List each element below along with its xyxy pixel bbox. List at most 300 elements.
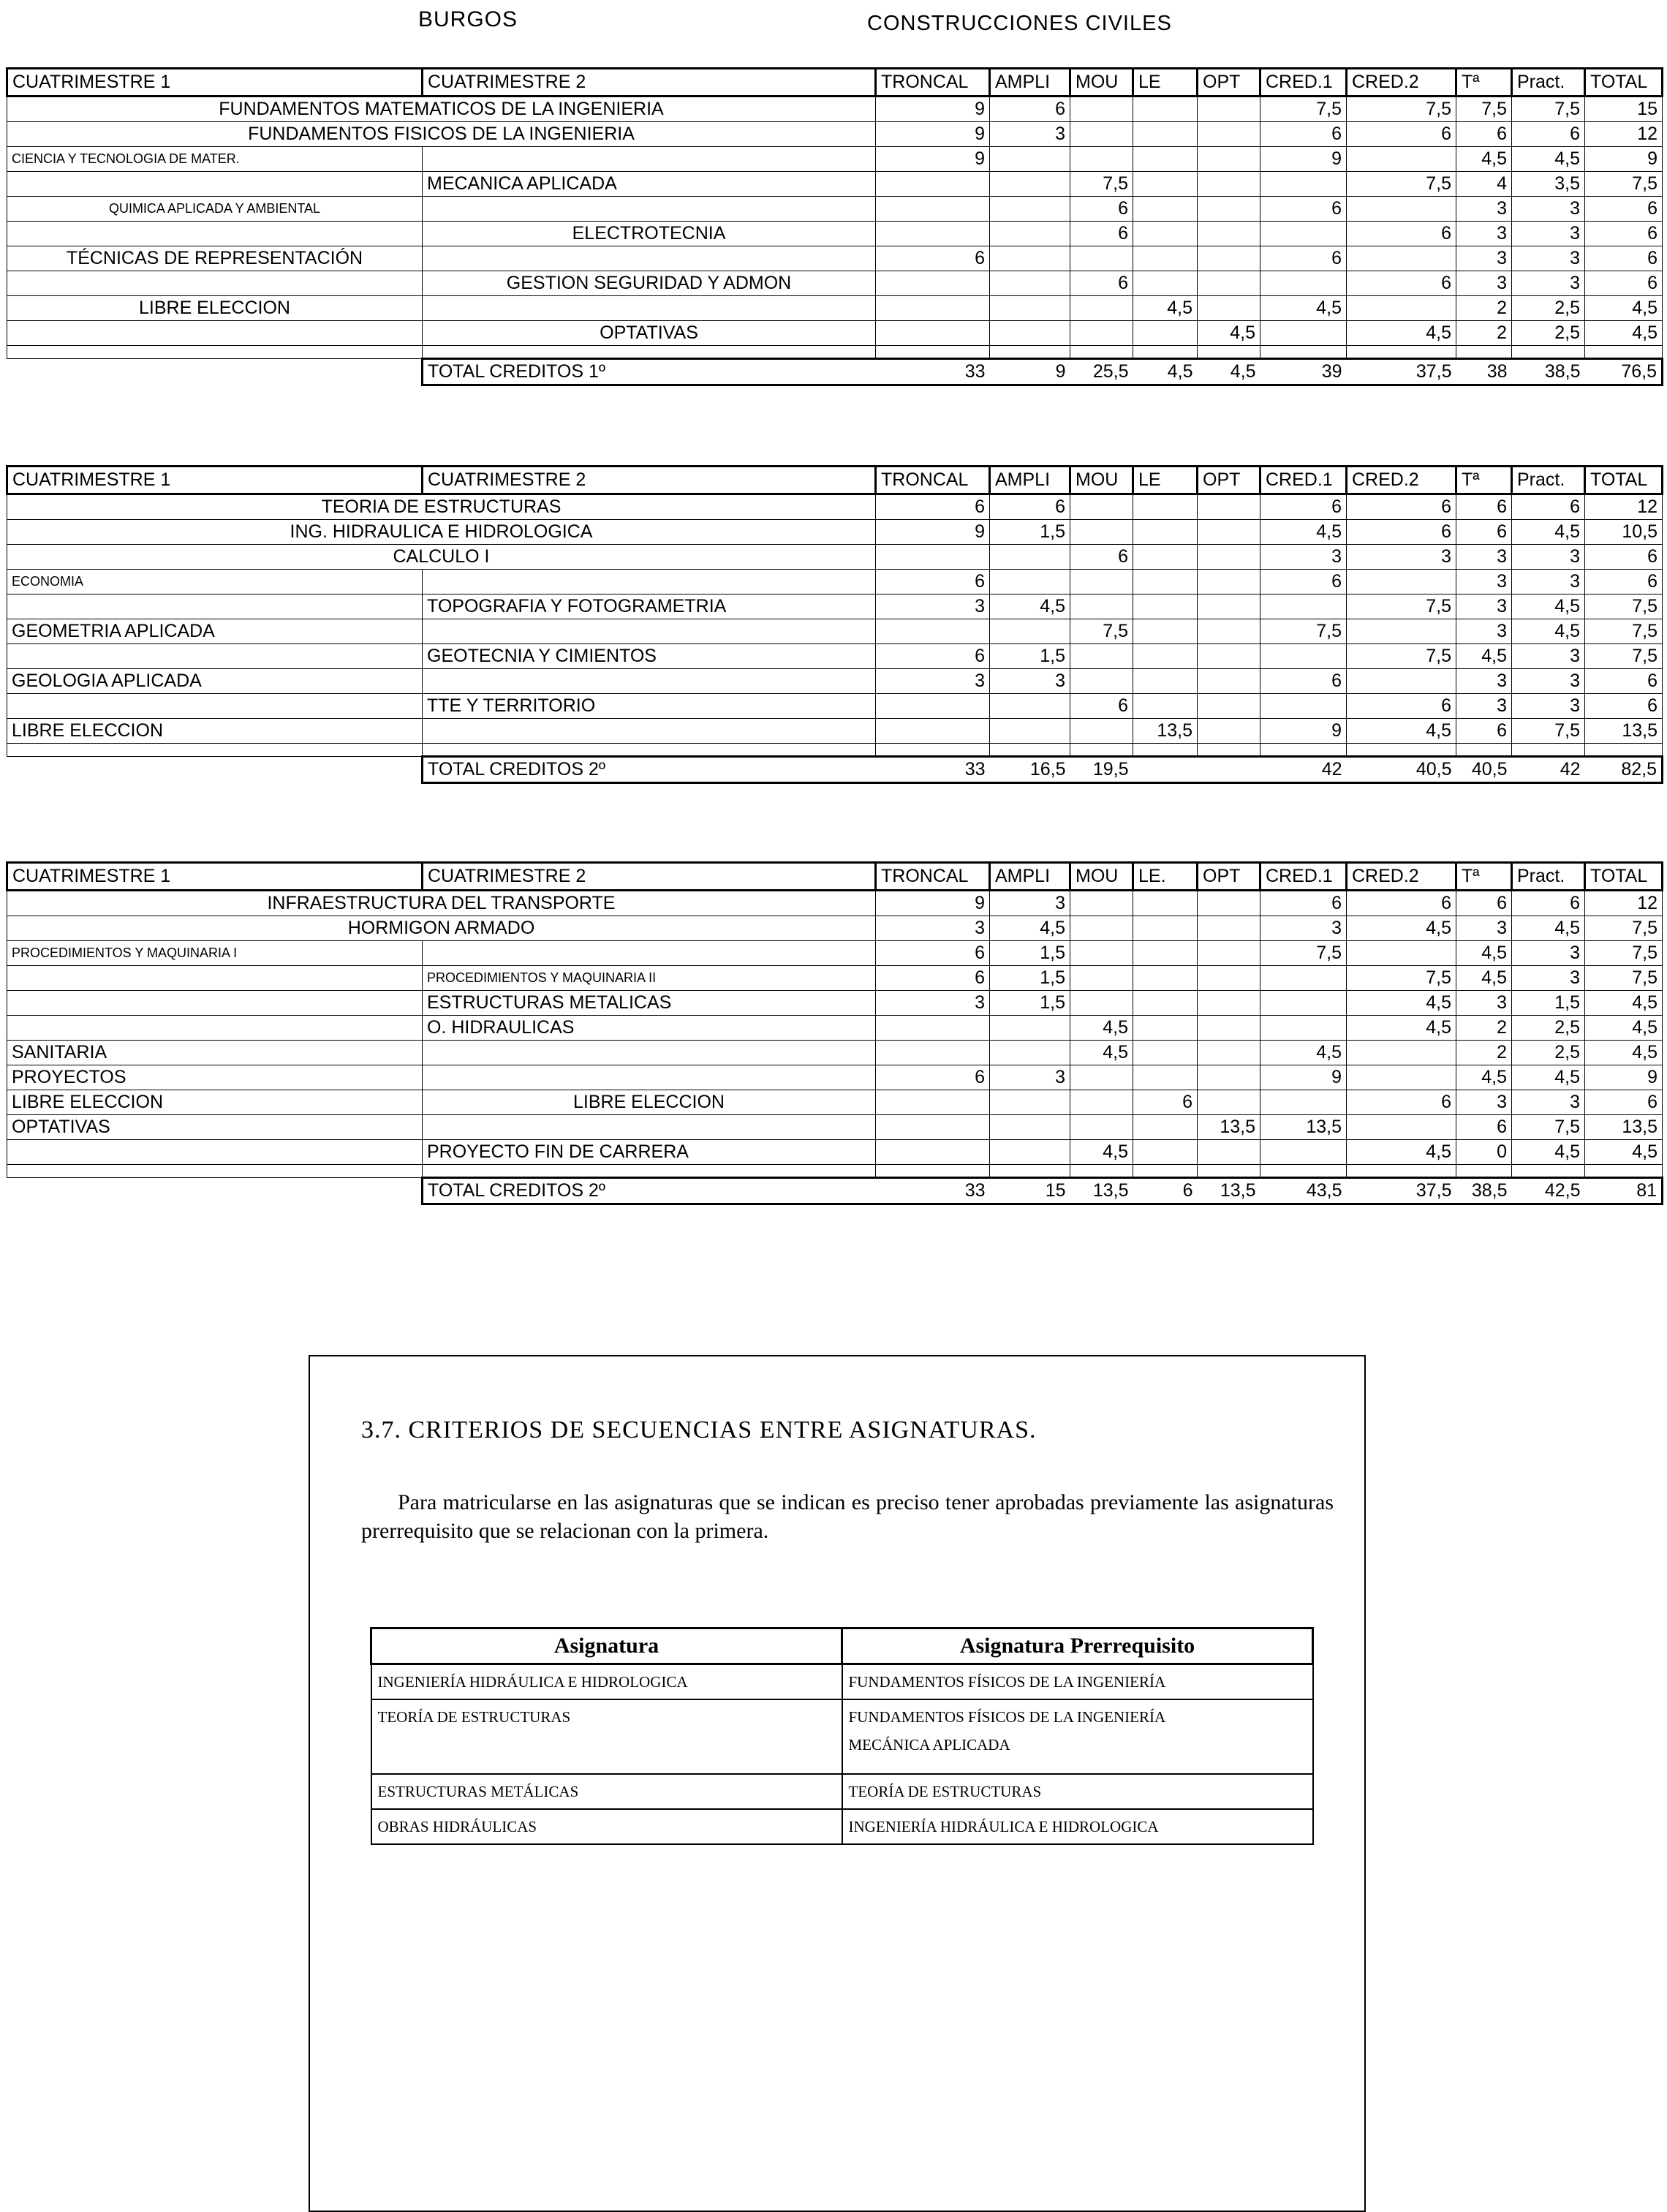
credit-cell: 7,5	[1585, 594, 1663, 619]
term-2-subject	[423, 941, 876, 966]
credit-cell	[1133, 694, 1198, 719]
credit-cell: 3	[876, 991, 990, 1016]
total-value	[1198, 757, 1260, 783]
column-header: Tª	[1456, 69, 1512, 97]
column-header: CUATRIMESTRE 1	[7, 467, 423, 494]
credit-cell	[876, 1016, 990, 1041]
credit-cell: 3	[1512, 966, 1585, 991]
credit-cell: 1,5	[990, 644, 1070, 669]
credit-cell: 2,5	[1512, 1041, 1585, 1065]
credit-cell: 6	[1585, 271, 1663, 296]
credit-cell	[1070, 991, 1133, 1016]
term-2-subject: GESTION SEGURIDAD Y ADMON	[423, 271, 876, 296]
credit-cell: 6	[1070, 222, 1133, 246]
credit-cell: 7,5	[1070, 172, 1133, 197]
subject-row	[7, 494, 1663, 520]
credit-cell	[990, 296, 1070, 321]
credit-cell: 6	[1347, 1090, 1456, 1115]
credit-cell	[1133, 991, 1198, 1016]
credit-cell	[990, 570, 1070, 594]
credit-cell	[1260, 644, 1347, 669]
credit-cell: 6	[1585, 1090, 1663, 1115]
credit-cell: 4,5	[1456, 147, 1512, 172]
term-2-subject: O. HIDRAULICAS	[423, 1016, 876, 1041]
credit-cell: 2	[1456, 1041, 1512, 1065]
total-value: 42	[1512, 757, 1585, 783]
total-value: 33	[876, 359, 990, 385]
credit-cell	[876, 1140, 990, 1165]
credit-cell: 4,5	[1347, 916, 1456, 941]
subject-row	[7, 644, 1663, 669]
blank-cell	[990, 1165, 1070, 1178]
credit-cell	[1070, 966, 1133, 991]
credit-cell: 6	[1347, 122, 1456, 147]
term-2-subject	[423, 1115, 876, 1140]
subject-row	[7, 122, 1663, 147]
credit-cell	[876, 271, 990, 296]
term-1-subject: LIBRE ELECCION	[7, 719, 423, 744]
credit-cell: 6	[1070, 197, 1133, 222]
credit-cell	[1347, 941, 1456, 966]
column-header: CRED.1	[1260, 467, 1347, 494]
credit-cell: 4,5	[1260, 1041, 1347, 1065]
credit-cell	[1347, 619, 1456, 644]
credit-cell	[876, 222, 990, 246]
credit-cell: 7,5	[1585, 916, 1663, 941]
credit-cell: 6	[1585, 246, 1663, 271]
subject-row	[7, 719, 1663, 744]
credit-cell: 6	[876, 966, 990, 991]
subject-row	[7, 296, 1663, 321]
credit-cell: 12	[1585, 122, 1663, 147]
term-1-subject: TÉCNICAS DE REPRESENTACIÓN	[7, 246, 423, 271]
credit-cell: 4,5	[1347, 991, 1456, 1016]
credit-cell	[1133, 1041, 1198, 1065]
column-header: TRONCAL	[876, 863, 990, 891]
credit-cell	[1198, 1090, 1260, 1115]
total-value: 19,5	[1070, 757, 1133, 783]
credit-cell: 4	[1456, 172, 1512, 197]
credit-cell	[1198, 719, 1260, 744]
column-header: TOTAL	[1585, 467, 1663, 494]
blank-cell	[1585, 744, 1663, 757]
credit-cell	[1260, 594, 1347, 619]
subject-row	[7, 97, 1663, 122]
credit-cell	[990, 246, 1070, 271]
credit-cell: 7,5	[1512, 97, 1585, 122]
blank-cell	[1260, 346, 1347, 359]
credit-cell: 13,5	[1198, 1115, 1260, 1140]
header-row	[7, 863, 1663, 891]
credit-cell	[1133, 122, 1198, 147]
term-1-subject: CIENCIA Y TECNOLOGIA DE MATER.	[7, 147, 423, 172]
credit-cell	[1198, 594, 1260, 619]
credit-cell: 3	[1260, 916, 1347, 941]
total-value: 16,5	[990, 757, 1070, 783]
credit-cell: 6	[1260, 669, 1347, 694]
credit-cell	[876, 1090, 990, 1115]
credit-cell: 4,5	[1347, 1140, 1456, 1165]
credit-cell: 4,5	[990, 916, 1070, 941]
section-title: 3.7. CRITERIOS DE SECUENCIAS ENTRE ASIGNATURAS.	[361, 1416, 1037, 1443]
prerequisite-subject: MECÁNICA APLICADA	[848, 1736, 1010, 1754]
credit-cell	[990, 147, 1070, 172]
subject-row	[7, 172, 1663, 197]
section-body: Para matricularse en las asignaturas que se indican es preciso tener aprobadas previamente las asignaturas prerrequisito que se relacionan con la primera.	[361, 1490, 1334, 1543]
total-value: 81	[1585, 1178, 1663, 1204]
credit-cell	[1347, 246, 1456, 271]
credit-cell: 4,5	[1070, 1140, 1133, 1165]
credit-cell	[1070, 570, 1133, 594]
subject-row	[7, 991, 1663, 1016]
column-header: MOU	[1070, 863, 1133, 891]
credit-cell: 3	[1260, 545, 1347, 570]
credit-cell: 6	[1347, 694, 1456, 719]
header-row	[7, 467, 1663, 494]
credit-cell	[1198, 669, 1260, 694]
credit-cell: 6	[1456, 520, 1512, 545]
total-value: 4,5	[1198, 359, 1260, 385]
credit-cell: 7,5	[1347, 966, 1456, 991]
credit-cell	[1260, 222, 1347, 246]
credit-cell: 6	[1133, 1090, 1198, 1115]
column-header: MOU	[1070, 467, 1133, 494]
credit-cell: 4,5	[1512, 1140, 1585, 1165]
subject-row	[7, 545, 1663, 570]
credit-cell: 4,5	[1512, 520, 1585, 545]
credit-cell: 6	[1347, 520, 1456, 545]
credit-cell	[990, 222, 1070, 246]
credit-cell: 4,5	[1133, 296, 1198, 321]
credit-cell	[1198, 644, 1260, 669]
term-1-subject: LIBRE ELECCION	[7, 1090, 423, 1115]
credit-cell	[1198, 916, 1260, 941]
credit-cell	[1070, 147, 1133, 172]
total-value: 33	[876, 757, 990, 783]
credit-cell	[990, 545, 1070, 570]
credit-cell: 6	[1347, 891, 1456, 916]
credit-cell	[1133, 271, 1198, 296]
column-header: CRED.2	[1347, 69, 1456, 97]
credit-cell: 3	[1512, 222, 1585, 246]
column-header: CUATRIMESTRE 1	[7, 863, 423, 891]
credit-cell: 6	[876, 1065, 990, 1090]
subject-cell: TEORÍA DE ESTRUCTURAS	[371, 1699, 842, 1774]
credits-table-year-1	[6, 67, 1663, 386]
prerequisite-subject: FUNDAMENTOS FÍSICOS DE LA INGENIERÍA	[848, 1673, 1166, 1691]
credit-cell	[1133, 494, 1198, 520]
credit-cell	[1070, 644, 1133, 669]
total-row	[7, 757, 1663, 783]
credit-cell	[1198, 619, 1260, 644]
credit-cell	[1347, 147, 1456, 172]
credit-cell	[1260, 694, 1347, 719]
term-1-subject: QUIMICA APLICADA Y AMBIENTAL	[7, 197, 423, 222]
credit-cell: 3	[1512, 570, 1585, 594]
credit-cell: 6	[990, 97, 1070, 122]
credit-cell: 3,5	[1512, 172, 1585, 197]
credit-cell	[1198, 172, 1260, 197]
total-value: 13,5	[1070, 1178, 1133, 1204]
column-header: TRONCAL	[876, 467, 990, 494]
credit-cell: 4,5	[1585, 1041, 1663, 1065]
credit-cell: 0	[1456, 1140, 1512, 1165]
credit-cell: 7,5	[1347, 594, 1456, 619]
credit-cell: 3	[1512, 271, 1585, 296]
credit-cell: 7,5	[1456, 97, 1512, 122]
column-header: CUATRIMESTRE 1	[7, 69, 423, 97]
prerequisite-cell	[842, 1664, 1313, 1700]
prerequisite-row	[371, 1774, 1313, 1809]
credit-cell: 3	[990, 669, 1070, 694]
term-2-subject	[423, 147, 876, 172]
credit-cell: 3	[1456, 246, 1512, 271]
blank-cell	[1260, 744, 1347, 757]
credit-cell: 4,5	[1456, 941, 1512, 966]
credit-cell	[1347, 669, 1456, 694]
blank-cell	[1347, 1165, 1456, 1178]
blank-cell	[876, 346, 990, 359]
prerequisite-row	[371, 1664, 1313, 1700]
credit-cell	[990, 694, 1070, 719]
credit-cell	[1133, 147, 1198, 172]
credit-cell: 3	[876, 594, 990, 619]
credit-cell: 3	[1456, 222, 1512, 246]
credit-cell: 3	[1456, 197, 1512, 222]
subject-row	[7, 619, 1663, 644]
credit-cell: 6	[1456, 719, 1512, 744]
credit-cell	[1198, 520, 1260, 545]
credit-cell	[1198, 570, 1260, 594]
total-value: 4,5	[1133, 359, 1198, 385]
credit-cell: 9	[1260, 147, 1347, 172]
credit-cell	[1133, 97, 1198, 122]
credit-cell: 4,5	[1512, 594, 1585, 619]
credit-cell	[876, 545, 990, 570]
term-1-subject	[7, 1016, 423, 1041]
credit-cell: 6	[1260, 570, 1347, 594]
term-2-subject	[423, 1065, 876, 1090]
term-2-subject: GEOTECNIA Y CIMIENTOS	[423, 644, 876, 669]
subject-row	[7, 941, 1663, 966]
credit-cell: 12	[1585, 891, 1663, 916]
term-2-subject	[423, 197, 876, 222]
blank-cell	[1456, 1165, 1512, 1178]
credit-cell: 3	[1456, 916, 1512, 941]
credit-cell: 3	[1512, 694, 1585, 719]
total-value: 37,5	[1347, 1178, 1456, 1204]
total-value: 37,5	[1347, 359, 1456, 385]
credit-cell: 9	[876, 147, 990, 172]
credit-cell: 4,5	[1347, 1016, 1456, 1041]
blank-cell	[1133, 1165, 1198, 1178]
credit-cell: 3	[1456, 1090, 1512, 1115]
credit-cell	[876, 719, 990, 744]
credit-cell: 6	[1260, 494, 1347, 520]
column-header: TOTAL	[1585, 69, 1663, 97]
credit-cell	[1347, 1041, 1456, 1065]
credit-cell	[1070, 891, 1133, 916]
credit-cell	[1070, 1090, 1133, 1115]
credit-cell	[1347, 1065, 1456, 1090]
credit-cell: 6	[1585, 570, 1663, 594]
column-header: TOTAL	[1585, 863, 1663, 891]
credit-cell: 4,5	[1260, 520, 1347, 545]
term-2-subject	[423, 619, 876, 644]
total-value: 76,5	[1585, 359, 1663, 385]
credit-cell: 2	[1456, 321, 1512, 346]
credit-cell	[1260, 271, 1347, 296]
credit-cell: 4,5	[1512, 916, 1585, 941]
credit-cell	[1260, 321, 1347, 346]
column-header: Tª	[1456, 467, 1512, 494]
credit-cell: 4,5	[1585, 1140, 1663, 1165]
blank-cell	[1198, 346, 1260, 359]
column-header: AMPLI	[990, 467, 1070, 494]
credit-cell: 6	[876, 494, 990, 520]
blank-cell	[876, 744, 990, 757]
credit-cell: 7,5	[1347, 644, 1456, 669]
term-1-subject	[7, 172, 423, 197]
credit-cell: 4,5	[1585, 991, 1663, 1016]
credit-cell	[876, 197, 990, 222]
credit-cell	[1198, 1041, 1260, 1065]
column-header: Pract.	[1512, 863, 1585, 891]
credit-cell: 2,5	[1512, 1016, 1585, 1041]
credit-cell: 3	[1512, 246, 1585, 271]
credit-cell: 3	[1456, 669, 1512, 694]
term-1-subject: OPTATIVAS	[7, 1115, 423, 1140]
prerequisite-cell	[842, 1809, 1313, 1844]
prerequisites-table	[370, 1627, 1314, 1845]
total-value: 38	[1456, 359, 1512, 385]
credit-cell: 3	[876, 669, 990, 694]
credit-cell	[1133, 1065, 1198, 1090]
credit-cell	[1198, 494, 1260, 520]
credit-cell	[876, 296, 990, 321]
subject-name: INFRAESTRUCTURA DEL TRANSPORTE	[7, 891, 876, 916]
blank-cell	[1133, 346, 1198, 359]
total-value	[1133, 757, 1198, 783]
total-row	[7, 1178, 1663, 1204]
term-2-subject: OPTATIVAS	[423, 321, 876, 346]
blank-cell	[990, 346, 1070, 359]
credit-cell: 6	[1347, 271, 1456, 296]
blank-cell	[990, 744, 1070, 757]
column-header: OPT	[1198, 467, 1260, 494]
total-value: 40,5	[1456, 757, 1512, 783]
credit-cell	[1260, 172, 1347, 197]
credit-cell: 3	[1347, 545, 1456, 570]
credit-cell: 13,5	[1133, 719, 1198, 744]
credit-cell	[1133, 644, 1198, 669]
credit-cell: 6	[1512, 122, 1585, 147]
credit-cell	[990, 1041, 1070, 1065]
credit-cell	[1133, 891, 1198, 916]
total-spacer	[7, 1178, 423, 1204]
blank-cell	[423, 744, 876, 757]
column-header: OPT	[1198, 69, 1260, 97]
credit-cell: 4,5	[1260, 296, 1347, 321]
credit-cell: 6	[1585, 197, 1663, 222]
credit-cell: 1,5	[1512, 991, 1585, 1016]
term-1-subject: PROCEDIMIENTOS Y MAQUINARIA I	[7, 941, 423, 966]
credit-cell: 3	[1456, 271, 1512, 296]
subject-name: HORMIGON ARMADO	[7, 916, 876, 941]
credit-cell	[1133, 941, 1198, 966]
credit-cell: 2	[1456, 296, 1512, 321]
credit-cell: 4,5	[1456, 1065, 1512, 1090]
total-value: 15	[990, 1178, 1070, 1204]
blank-cell	[1133, 744, 1198, 757]
credit-cell	[876, 1041, 990, 1065]
credit-cell: 3	[1512, 644, 1585, 669]
credit-cell	[1133, 966, 1198, 991]
term-2-subject: MECANICA APLICADA	[423, 172, 876, 197]
credit-cell: 7,5	[1512, 719, 1585, 744]
blank-cell	[1585, 1165, 1663, 1178]
credit-cell	[1133, 669, 1198, 694]
subject-row	[7, 1115, 1663, 1140]
credit-cell: 10,5	[1585, 520, 1663, 545]
term-1-subject: GEOLOGIA APLICADA	[7, 669, 423, 694]
column-header: Pract.	[1512, 467, 1585, 494]
blank-cell	[423, 346, 876, 359]
term-2-subject: PROCEDIMIENTOS Y MAQUINARIA II	[423, 966, 876, 991]
credit-cell	[1198, 1140, 1260, 1165]
credit-cell: 7,5	[1260, 941, 1347, 966]
credit-cell	[1198, 147, 1260, 172]
subject-row	[7, 1140, 1663, 1165]
subject-row	[7, 594, 1663, 619]
prerequisite-row	[371, 1809, 1313, 1844]
column-header: CRED.1	[1260, 69, 1347, 97]
credit-cell	[1260, 966, 1347, 991]
credit-cell	[876, 1115, 990, 1140]
subject-row	[7, 1065, 1663, 1090]
credit-cell: 7,5	[1512, 1115, 1585, 1140]
credit-cell	[1260, 1016, 1347, 1041]
blank-cell	[7, 346, 423, 359]
credit-cell: 6	[1456, 122, 1512, 147]
credit-cell: 9	[876, 520, 990, 545]
credit-cell	[876, 694, 990, 719]
credit-cell: 7,5	[1260, 97, 1347, 122]
blank-cell	[1512, 744, 1585, 757]
subject-row	[7, 222, 1663, 246]
credit-cell: 6	[1512, 494, 1585, 520]
total-value: 38,5	[1512, 359, 1585, 385]
credit-cell: 3	[1512, 1090, 1585, 1115]
total-value: 39	[1260, 359, 1347, 385]
credits-table-year-2	[6, 465, 1663, 784]
subject-row	[7, 1090, 1663, 1115]
credit-cell: 3	[1512, 669, 1585, 694]
blank-cell	[423, 1165, 876, 1178]
credit-cell	[1070, 916, 1133, 941]
term-1-subject: ECONOMIA	[7, 570, 423, 594]
credit-cell: 3	[1456, 991, 1512, 1016]
credit-cell	[990, 321, 1070, 346]
subject-row	[7, 246, 1663, 271]
column-header: TRONCAL	[876, 69, 990, 97]
credit-cell: 3	[1512, 941, 1585, 966]
credit-cell: 4,5	[1585, 321, 1663, 346]
credit-cell: 9	[1260, 719, 1347, 744]
term-1-subject	[7, 1140, 423, 1165]
credit-cell: 6	[876, 644, 990, 669]
credit-cell: 7,5	[1585, 619, 1663, 644]
